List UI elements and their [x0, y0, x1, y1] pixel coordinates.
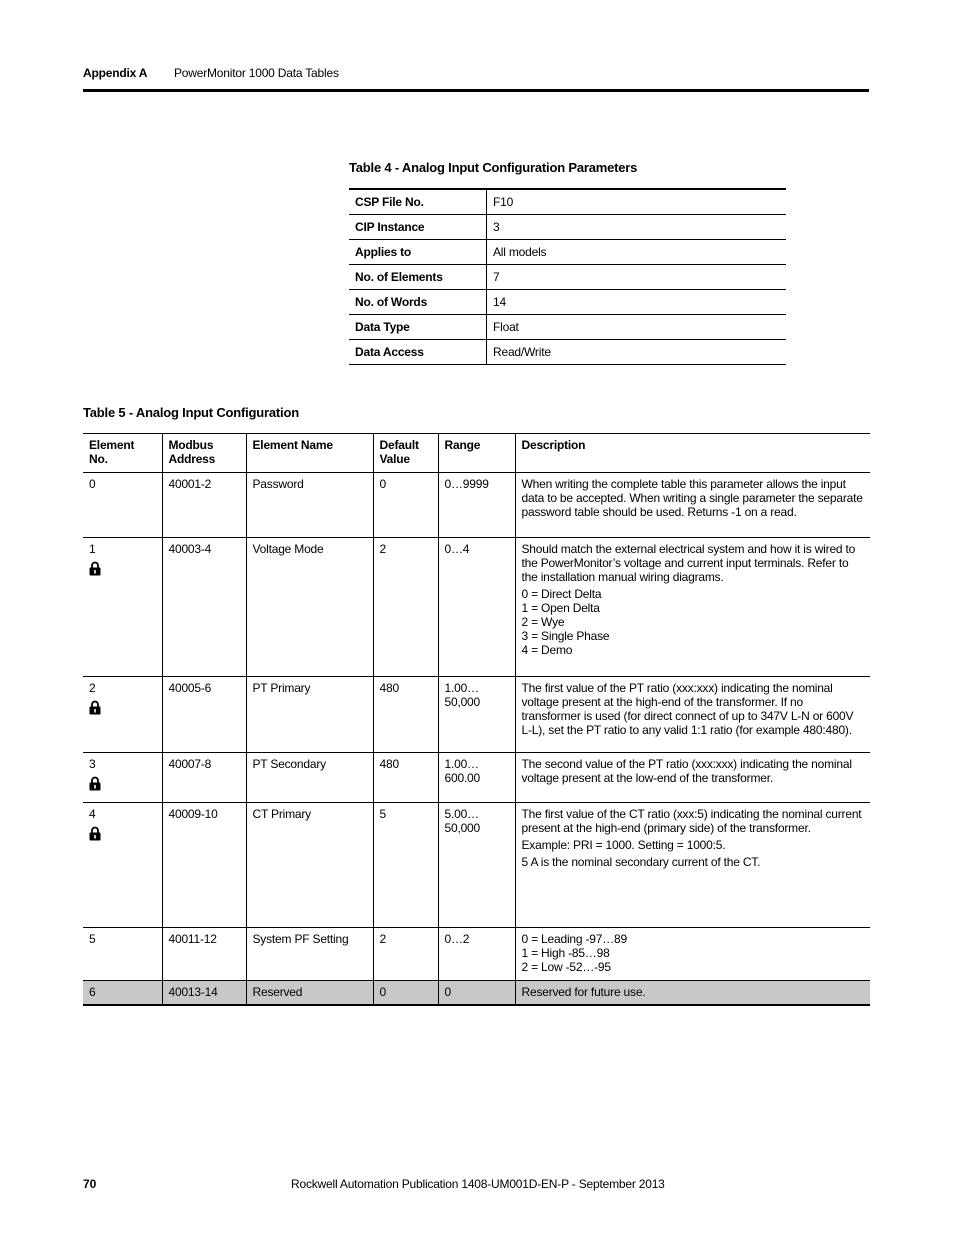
- table4-key: CIP Instance: [349, 215, 487, 240]
- range-line: 1.00…: [444, 681, 479, 695]
- column-header-range: [438, 434, 515, 473]
- element-number: 3: [89, 757, 96, 771]
- table4-key: CSP File No.: [349, 189, 487, 215]
- table4-row: [349, 290, 786, 315]
- cell-range: [438, 677, 515, 753]
- cell-description: [515, 473, 870, 538]
- column-header-description: [515, 434, 870, 473]
- table4-row: [349, 189, 786, 215]
- table4-parameters: [349, 188, 786, 365]
- table4-key: Applies to: [349, 240, 487, 265]
- cell-range: [438, 753, 515, 803]
- range-line: 600.00: [444, 771, 481, 785]
- column-header-default-value: [373, 434, 438, 473]
- cell-element-no: [83, 981, 162, 1005]
- range-line: 1.00…: [444, 757, 479, 771]
- table4-value: 3: [487, 215, 787, 240]
- cell-range: [438, 928, 515, 981]
- element-number: 1: [89, 542, 96, 556]
- cell-modbus-address: 40003-4: [162, 538, 246, 677]
- range-line: 0: [444, 985, 451, 999]
- description-paragraph: 0 = Leading -97…89 1 = High -85…98 2 = Low -52…-95: [521, 932, 627, 974]
- lock-icon: [89, 776, 101, 791]
- cell-modbus-address: 40005-6: [162, 677, 246, 753]
- cell-modbus-address: 40013-14: [162, 981, 246, 1005]
- element-number: 4: [89, 807, 96, 821]
- cell-range: [438, 803, 515, 928]
- table4-value: 14: [487, 290, 787, 315]
- description-paragraph: Example: PRI = 1000. Setting = 1000:5.: [521, 838, 726, 852]
- element-number: 5: [89, 932, 96, 946]
- range-line: 5.00…: [444, 807, 479, 821]
- cell-default-value: 0: [373, 473, 438, 538]
- table5-row: [83, 538, 870, 677]
- cell-element-name: PT Secondary: [246, 753, 373, 803]
- cell-default-value: 480: [373, 677, 438, 753]
- range-line: 50,000: [444, 695, 481, 709]
- cell-element-name: Password: [246, 473, 373, 538]
- cell-element-no: [83, 538, 162, 677]
- cell-modbus-address: 40007-8: [162, 753, 246, 803]
- table4-row: [349, 240, 786, 265]
- cell-modbus-address: 40001-2: [162, 473, 246, 538]
- page-number: 70: [83, 1177, 97, 1191]
- header-rule: [83, 89, 869, 92]
- cell-default-value: 5: [373, 803, 438, 928]
- column-header-line: No.: [89, 452, 108, 466]
- description-paragraph: The second value of the PT ratio (xxx:xxx) indicating the nominal voltage present at the low-end of the transformer.: [521, 757, 852, 785]
- column-header-line: Default: [379, 438, 419, 452]
- table5-row: [83, 928, 870, 981]
- table4-row: [349, 340, 786, 365]
- column-header-element-no: [83, 434, 162, 473]
- description-paragraph: The first value of the CT ratio (xxx:5) indicating the nominal current present at the high-end (primary side) of the transformer.: [521, 807, 862, 835]
- cell-element-name: CT Primary: [246, 803, 373, 928]
- header-appendix-label: Appendix A: [83, 66, 148, 80]
- table4-row: [349, 265, 786, 290]
- range-line: 0…2: [444, 932, 470, 946]
- description-paragraph: The first value of the PT ratio (xxx:xxx) indicating the nominal voltage present at the high-end of the transformer. If no transformer is used (for direct connect of up to 347V L-N or 600V L-L), set the PT ratio to any valid 1:1 ratio (for example 480:480).: [521, 681, 854, 737]
- cell-description: [515, 677, 870, 753]
- table4-key: No. of Elements: [349, 265, 487, 290]
- cell-description: [515, 753, 870, 803]
- table4-row: [349, 315, 786, 340]
- range-line: 0…4: [444, 542, 470, 556]
- table4-key: Data Type: [349, 315, 487, 340]
- element-number: 2: [89, 681, 96, 695]
- cell-default-value: 2: [373, 538, 438, 677]
- description-paragraph: Should match the external electrical system and how it is wired to the PowerMonitor’s voltage and current input terminals. Refer to the installation manual wiring diagrams.: [521, 542, 856, 584]
- table5-row: [83, 677, 870, 753]
- cell-description: [515, 981, 870, 1005]
- description-paragraph: 5 A is the nominal secondary current of the CT.: [521, 855, 761, 869]
- lock-icon: [89, 561, 101, 576]
- cell-description: [515, 803, 870, 928]
- cell-default-value: 480: [373, 753, 438, 803]
- table5-row: [83, 803, 870, 928]
- cell-default-value: 0: [373, 981, 438, 1005]
- table5-row: [83, 753, 870, 803]
- table4-caption: Table 4 - Analog Input Configuration Parameters: [349, 160, 638, 175]
- table4-key: Data Access: [349, 340, 487, 365]
- table5-row: [83, 981, 870, 1005]
- cell-element-no: [83, 677, 162, 753]
- column-header-line: Description: [521, 438, 586, 452]
- table5-configuration: [83, 433, 870, 1006]
- table4-key: No. of Words: [349, 290, 487, 315]
- column-header-line: Modbus: [168, 438, 214, 452]
- column-header-modbus-address: [162, 434, 246, 473]
- table4-value: F10: [487, 189, 787, 215]
- column-header-line: Element: [89, 438, 135, 452]
- cell-description: [515, 538, 870, 677]
- table4-value: 7: [487, 265, 787, 290]
- cell-element-name: Reserved: [246, 981, 373, 1005]
- publication-info: Rockwell Automation Publication 1408-UM001D-EN-P - September 2013: [291, 1177, 665, 1191]
- cell-element-no: [83, 473, 162, 538]
- cell-element-name: Voltage Mode: [246, 538, 373, 677]
- range-line: 0…9999: [444, 477, 489, 491]
- cell-range: [438, 538, 515, 677]
- table4-value: Float: [487, 315, 787, 340]
- header-title: PowerMonitor 1000 Data Tables: [174, 66, 339, 80]
- lock-icon: [89, 826, 101, 841]
- column-header-line: Value: [379, 452, 410, 466]
- range-line: 50,000: [444, 821, 481, 835]
- table5-caption: Table 5 - Analog Input Configuration: [83, 405, 299, 420]
- cell-description: [515, 928, 870, 981]
- table4-value: All models: [487, 240, 787, 265]
- cell-element-name: System PF Setting: [246, 928, 373, 981]
- cell-range: [438, 981, 515, 1005]
- element-number: 0: [89, 477, 96, 491]
- table4-value: Read/Write: [487, 340, 787, 365]
- table4-row: [349, 215, 786, 240]
- cell-element-name: PT Primary: [246, 677, 373, 753]
- column-header-element-name: [246, 434, 373, 473]
- description-paragraph: 0 = Direct Delta 1 = Open Delta 2 = Wye 3 = Single Phase 4 = Demo: [521, 587, 610, 657]
- column-header-line: Address: [168, 452, 216, 466]
- lock-icon: [89, 700, 101, 715]
- description-paragraph: Reserved for future use.: [521, 985, 646, 999]
- column-header-line: Element Name: [252, 438, 333, 452]
- cell-modbus-address: 40009-10: [162, 803, 246, 928]
- cell-default-value: 2: [373, 928, 438, 981]
- column-header-line: Range: [444, 438, 481, 452]
- table5-row: [83, 473, 870, 538]
- description-paragraph: When writing the complete table this parameter allows the input data to be accepted. When writing a single parameter the separate password table should be used. Returns -1 on a read.: [521, 477, 863, 519]
- element-number: 6: [89, 985, 96, 999]
- cell-element-no: [83, 753, 162, 803]
- cell-range: [438, 473, 515, 538]
- cell-element-no: [83, 928, 162, 981]
- cell-element-no: [83, 803, 162, 928]
- cell-modbus-address: 40011-12: [162, 928, 246, 981]
